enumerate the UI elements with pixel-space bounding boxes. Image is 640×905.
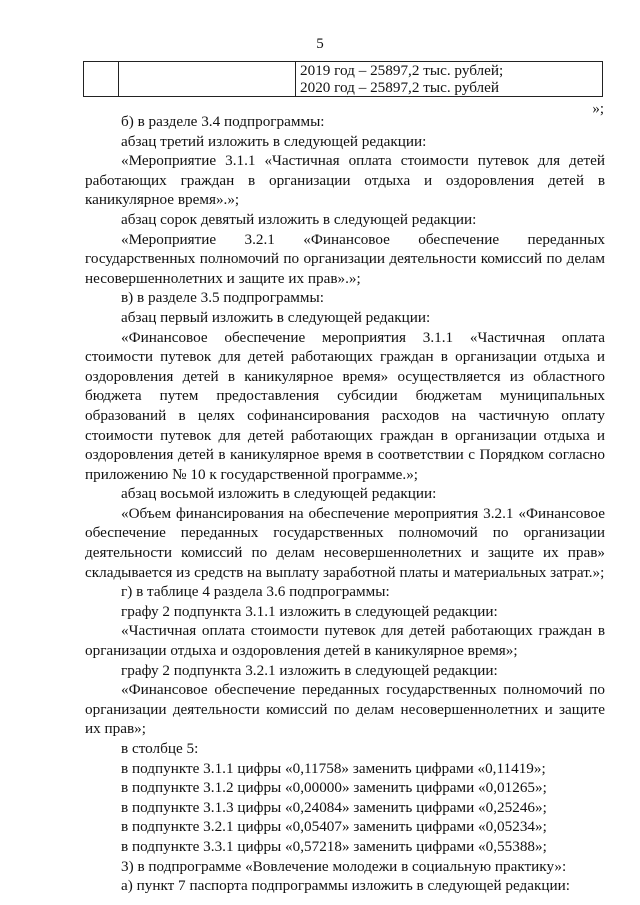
paragraph: «Объем финансирования на обеспечение мероприятия 3.2.1 «Финансовое обеспечение переданных государственных полномочий по организации деятельности комиссий по делам несовершеннолетних и защите их прав» складывается из средств на выплату заработной платы и материальных затрат.»; <box>85 504 605 581</box>
paragraph: в подпункте 3.1.2 цифры «0,00000» заменить цифрами «0,01265»; <box>121 779 547 797</box>
paragraph: абзац третий изложить в следующей редакции: <box>121 132 427 150</box>
table-cell-empty <box>84 62 119 97</box>
paragraph: а) пункт 7 паспорта подпрограммы изложить в следующей редакции: <box>121 877 570 895</box>
funding-table <box>83 61 603 97</box>
page-number: 5 <box>316 36 324 52</box>
paragraph: 3) в подпрограмме «Вовлечение молодежи в социальную практику»: <box>121 857 567 875</box>
table-row <box>84 62 603 97</box>
funding-2019: 2019 год – 25897,2 тыс. рублей; <box>300 62 504 79</box>
paragraph: г) в таблице 4 раздела 3.6 подпрограммы: <box>121 583 390 601</box>
paragraph: в подпункте 3.1.1 цифры «0,11758» заменить цифрами «0,11419»; <box>121 759 546 777</box>
paragraph: «Финансовое обеспечение переданных государственных полномочий по организации деятельности комиссий по делам несовершеннолетних и защите их прав»; <box>85 681 605 738</box>
paragraph: в подпункте 3.1.3 цифры «0,24084» заменить цифрами «0,25246»; <box>121 798 547 816</box>
paragraph: графу 2 подпункта 3.2.1 изложить в следующей редакции: <box>121 661 498 679</box>
funding-2020: 2020 год – 25897,2 тыс. рублей <box>300 79 500 96</box>
paragraph: абзац сорок девятый изложить в следующей редакции: <box>121 210 477 228</box>
paragraph: «Мероприятие 3.1.1 «Частичная оплата стоимости путевок для детей работающих граждан в организации отдыха и оздоровления детей в каникулярное время».»; <box>85 152 605 209</box>
paragraph: абзац первый изложить в следующей редакции: <box>121 308 431 326</box>
paragraph: в подпункте 3.2.1 цифры «0,05407» заменить цифрами «0,05234»; <box>121 818 547 836</box>
paragraph: в) в разделе 3.5 подпрограммы: <box>121 289 324 307</box>
paragraph: абзац восьмой изложить в следующей редакции: <box>121 485 437 503</box>
document-body <box>85 112 605 896</box>
table-cell-empty <box>119 62 296 97</box>
paragraph: «Финансовое обеспечение мероприятия 3.1.1 «Частичная оплата стоимости путевок для детей работающих граждан в организации отдыха и оздоровления детей в каникулярное время» осуществляется из областного бюджета путем предоставления субсидии бюджетам муниципальных образований в целях софинансирования расходов на частичную оплату стоимости путевок для детей работающих граждан в организации отдыха и оздоровления детей в каникулярное время в соответствии с Порядком согласно приложению № 10 к государственной программе.»; <box>85 328 605 483</box>
paragraph: графу 2 подпункта 3.1.1 изложить в следующей редакции: <box>121 602 498 620</box>
paragraph: «Мероприятие 3.2.1 «Финансовое обеспечение переданных государственных полномочий по организации деятельности комиссий по делам несовершеннолетних и защите их прав».»; <box>85 230 605 287</box>
paragraph: «Частичная оплата стоимости путевок для детей работающих граждан в организации отдыха и оздоровления детей в каникулярное время»; <box>85 622 605 660</box>
paragraph: в подпункте 3.3.1 цифры «0,57218» заменить цифрами «0,55388»; <box>121 837 547 855</box>
closing-quote-mark: »; <box>592 101 604 117</box>
paragraph: в столбце 5: <box>121 740 199 757</box>
table-cell-funding <box>296 62 603 97</box>
paragraph: б) в разделе 3.4 подпрограммы: <box>121 113 325 130</box>
